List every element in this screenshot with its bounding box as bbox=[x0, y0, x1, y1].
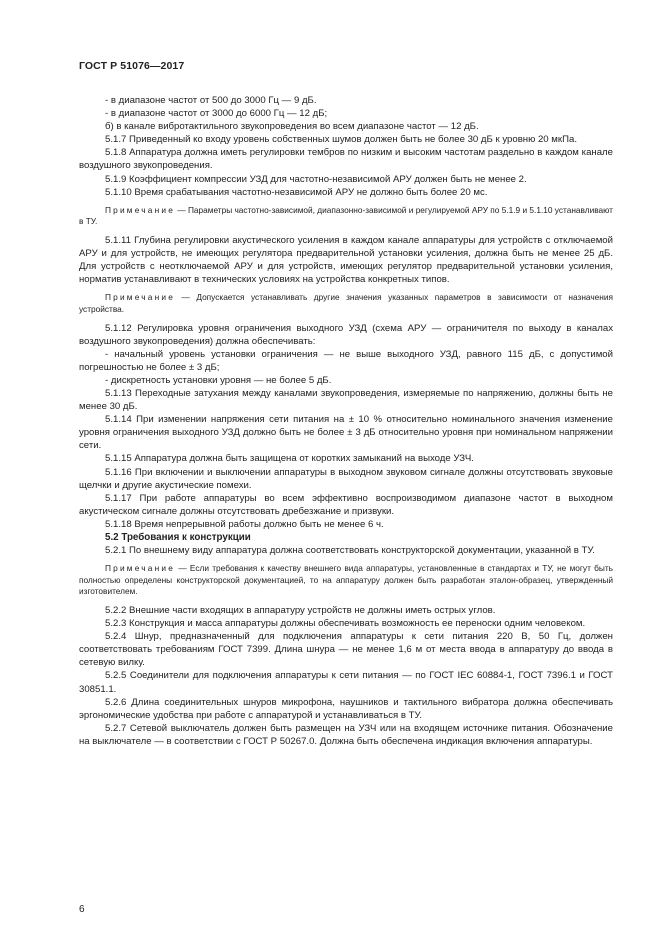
section-title-5-2: 5.2 Требования к конструкции bbox=[105, 532, 251, 543]
clause-5-1-17: 5.1.17 При работе аппаратуры во всем эффективно воспроизводимом диапазоне частот в выходном акустическом сигнале должны отсутствовать дребезжание и призвуки. bbox=[79, 492, 613, 517]
note-text: — Допускается устанавливать другие значения указанных параметров в зависимости от назначения устройства. bbox=[79, 292, 613, 314]
standard-header: ГОСТ Р 51076—2017 bbox=[79, 60, 185, 72]
page-number: 6 bbox=[79, 904, 85, 915]
note-label: Примечание bbox=[105, 204, 176, 215]
clause-5-1-8: 5.1.8 Аппаратура должна иметь регулировки тембров по низким и высоким частотам раздельно в каждом канале воздушного звукопроведения. bbox=[79, 147, 613, 172]
clause-5-2-2: 5.2.2 Внешние части входящих в аппаратуру устройств не должны иметь острых углов. bbox=[105, 604, 496, 616]
clause-5-2-7: 5.2.7 Сетевой выключатель должен быть размещен на УЗЧ или на входящем источнике питания. Обозначение на выключателе — в соответствии с ГОСТ Р 50267.0. Должна быть обеспечена индикация включения аппаратуры. bbox=[79, 722, 613, 747]
clause-5-1-16: 5.1.16 При включении и выключении аппаратуры в выходном звуковом сигнале должны отсутствовать звуковые щелчки и другие акустические помехи. bbox=[79, 466, 613, 491]
clause-5-1-10: 5.1.10 Время срабатывания частотно-независимой АРУ не должно быть более 20 мс. bbox=[105, 186, 488, 198]
note-label: Примечание bbox=[105, 563, 176, 574]
note-label: Примечание bbox=[105, 292, 176, 303]
clause-5-2-6: 5.2.6 Длина соединительных шнуров микрофона, наушников и тактильного вибратора должна обеспечивать эргономические удобства при работе с аппаратурой и устанавливаться в ТУ. bbox=[79, 696, 613, 721]
paragraph-dash-3000-6000: - в диапазоне частот от 3000 до 6000 Гц — 12 дБ; bbox=[105, 108, 328, 120]
clause-5-1-12-item-2: - дискретность установки уровня — не более 5 дБ. bbox=[105, 374, 332, 386]
clause-5-1-13: 5.1.13 Переходные затухания между каналами звукопроведения, измеряемые по напряжению, должны быть не менее 30 дБ. bbox=[79, 387, 613, 413]
note-text: — Если требования к качеству внешнего вида аппаратуры, установленные в стандартах и ТУ, не могут быть полностью определены конструкторской документацией, то на аппаратуру должен быть разработан эталон-образец, утвержденный изготовителем. bbox=[79, 563, 613, 597]
clause-5-1-12-item-1: - начальный уровень установки ограничения — не выше выходного УЗД, равного 115 дБ, с допустимой погрешностью не более ± 3 дБ; bbox=[79, 348, 613, 373]
clause-5-2-5: 5.2.5 Соединители для подключения аппаратуры к сети питания — по ГОСТ IEC 60884-1, ГОСТ 7396.1 и ГОСТ 30851.1. bbox=[79, 670, 613, 695]
clause-5-2-4: 5.2.4 Шнур, предназначенный для подключения аппаратуры к сети питания 220 В, 50 Гц, должен соответствовать требованиям ГОСТ 7399. Длина шнура — не менее 1,6 м от места ввода в аппаратуру до ввода в сетевую вилку. bbox=[79, 631, 613, 669]
clause-5-1-12: 5.1.12 Регулировка уровня ограничения выходного УЗД (схема АРУ — ограничителя по выходу в каналах воздушного звукопроведения) должна обеспечивать: bbox=[79, 322, 613, 347]
note-text: — Параметры частотно-зависимой, диапазонно-зависимой и регулируемой АРУ по 5.1.9 и 5.1.10 устанавливают в ТУ. bbox=[79, 204, 613, 227]
paragraph-b-vibrotactile: б) в канале вибротактильного звукопроведения во всем диапазоне частот — 12 дБ. bbox=[105, 121, 479, 133]
clause-5-2-3: 5.2.3 Конструкция и масса аппаратуры должны обеспечивать возможность ее переноски одним человеком. bbox=[105, 618, 586, 630]
note-3 bbox=[79, 563, 613, 598]
document-body bbox=[79, 94, 613, 748]
note-1 bbox=[79, 205, 613, 228]
clause-5-1-15: 5.1.15 Аппаратура должна быть защищена от коротких замыканий на выходе УЗЧ. bbox=[105, 453, 474, 465]
clause-5-1-18: 5.1.18 Время непрерывной работы должно быть не менее 6 ч. bbox=[105, 518, 384, 530]
clause-5-1-11: 5.1.11 Глубина регулировки акустического усиления в каждом канале аппаратуры для устройств с отключаемой АРУ и для устройств, не имеющих регулятора предварительной установки усиления, должна быть не менее 25 дБ. Для устройств с неотключаемой АРУ и для устройств, имеющих регулятор предварительной установки усиления, норматив устанавливают в технических условиях на устройства конкретных типов. bbox=[79, 234, 613, 286]
clause-5-1-9: 5.1.9 Коэффициент компрессии УЗД для частотно-независимой АРУ должен быть не менее 2. bbox=[105, 173, 527, 185]
note-2 bbox=[79, 292, 613, 315]
clause-5-2-1: 5.2.1 По внешнему виду аппаратура должна соответствовать конструкторской документации, указанной в ТУ. bbox=[105, 545, 595, 557]
clause-5-1-14: 5.1.14 При изменении напряжения сети питания на ± 10 % относительно номинального значения изменение уровня ограничения выходного УЗД должно быть не более ± 3 дБ относительно уровня при номинальном напряжении сети. bbox=[79, 414, 613, 452]
paragraph-dash-500-3000: - в диапазоне частот от 500 до 3000 Гц — 9 дБ. bbox=[105, 95, 317, 106]
clause-5-1-7: 5.1.7 Приведенный ко входу уровень собственных шумов должен быть не более 30 дБ к уровню 20 мкПа. bbox=[105, 134, 577, 146]
